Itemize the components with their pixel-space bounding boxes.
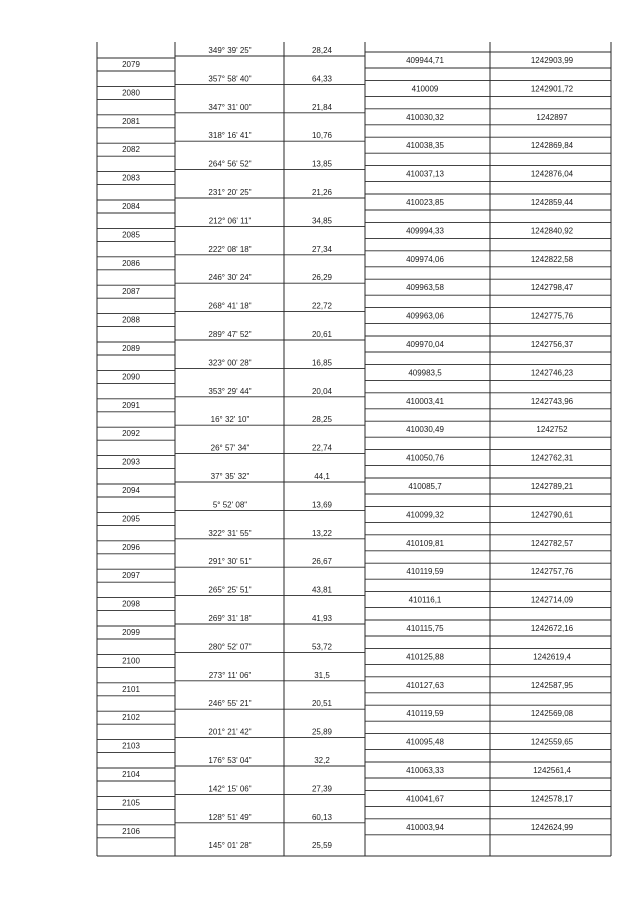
table-row (122, 557, 574, 580)
coordinate-x: 409963,06 (406, 311, 444, 321)
segment-distance: 26,29 (311, 273, 333, 283)
segment-distance: 22,72 (311, 301, 333, 311)
table-row (122, 529, 574, 552)
segment-distance: 44,1 (314, 472, 330, 481)
point-number: 2099 (122, 628, 140, 637)
table-row (122, 358, 574, 381)
coordinate-y: 1242624,99 (530, 822, 574, 832)
segment-distance: 25,59 (311, 841, 333, 851)
coordinate-x: 410003,94 (406, 822, 444, 832)
segment-bearing: 280° 52' 07" (208, 642, 252, 652)
coordinate-y: 1242756,37 (530, 340, 574, 349)
coordinate-x: 410037,13 (406, 169, 444, 179)
table-row (122, 302, 574, 325)
table-row (122, 387, 574, 410)
coordinate-y: 1242790,61 (530, 510, 574, 520)
coordinate-y: 1242587,95 (530, 680, 574, 690)
segment-distance: 22,74 (311, 443, 333, 453)
point-number: 2084 (122, 202, 140, 211)
segment-bearing: 231° 20' 25" (208, 188, 252, 197)
coordinate-y: 1242903,99 (530, 56, 574, 65)
segment-bearing: 5° 52' 08" (212, 500, 248, 510)
coordinate-y: 1242775,76 (530, 311, 574, 321)
table-row (122, 188, 574, 211)
segment-bearing: 37° 35' 32" (210, 472, 250, 481)
coordinate-y: 1242714,09 (530, 595, 574, 605)
table-row (122, 614, 574, 637)
coordinate-x: 409983,5 (408, 368, 442, 378)
segment-bearing: 246° 30' 24" (208, 273, 252, 283)
segment-bearing: 353° 29' 44" (208, 386, 252, 396)
segment-distance: 27,39 (311, 784, 333, 794)
table-row (122, 472, 574, 495)
segment-distance: 28,24 (311, 46, 333, 55)
coordinate-y: 1242743,96 (530, 396, 574, 406)
point-number: 2095 (122, 514, 140, 524)
point-number: 2104 (122, 770, 140, 779)
segment-bearing: 289° 47' 52" (208, 330, 252, 339)
table-row (122, 415, 568, 438)
segment-bearing: 323° 00' 28" (208, 358, 252, 368)
table-row (208, 841, 332, 850)
point-number: 2102 (122, 713, 140, 723)
point-number: 2083 (122, 173, 140, 183)
segment-bearing: 145° 01' 28" (208, 841, 252, 851)
coordinate-y: 1242672,16 (530, 624, 574, 633)
segment-distance: 10,76 (311, 131, 333, 141)
segment-distance: 21,84 (311, 102, 333, 112)
segment-distance: 28,25 (311, 415, 333, 425)
coordinate-y: 1242897 (536, 112, 568, 122)
segment-bearing: 322° 31' 55" (208, 528, 252, 538)
coordinate-x: 410099,32 (406, 510, 444, 520)
coordinate-y: 1242757,76 (530, 567, 574, 577)
coordinate-y: 1242869,84 (530, 141, 574, 151)
table-row (122, 699, 574, 722)
point-number: 2091 (122, 400, 140, 410)
coordinate-y: 1242752 (536, 425, 568, 435)
coordinate-x: 410116,1 (408, 595, 442, 605)
table-row (122, 813, 574, 836)
table-row (122, 586, 574, 609)
coordinate-x: 410127,63 (406, 680, 444, 690)
segment-distance: 20,04 (311, 386, 333, 396)
segment-bearing: 273° 11' 06" (208, 670, 252, 680)
segment-bearing: 26° 57' 34" (210, 443, 250, 453)
segment-distance: 26,67 (311, 557, 333, 567)
segment-bearing: 176° 53' 04" (208, 756, 252, 765)
point-number: 2079 (122, 60, 140, 69)
point-number: 2092 (122, 429, 140, 439)
coordinate-y: 1242840,92 (530, 226, 574, 236)
segment-distance: 31,5 (314, 670, 330, 680)
coordinate-x: 410003,41 (406, 396, 444, 406)
segment-bearing: 222° 08' 18" (208, 244, 252, 254)
point-number: 2105 (122, 798, 140, 808)
point-number: 2094 (122, 486, 140, 495)
segment-distance: 34,85 (311, 216, 333, 226)
segment-distance: 53,72 (311, 642, 333, 652)
coordinate-x: 410125,88 (406, 652, 444, 662)
coordinate-x: 410119,59 (406, 709, 444, 719)
table-row (122, 330, 574, 353)
segment-bearing: 16° 32' 10" (210, 415, 250, 425)
segment-bearing: 142° 15' 06" (208, 784, 252, 794)
coordinate-x: 409963,58 (406, 283, 444, 293)
coordinate-x: 410030,49 (406, 425, 444, 435)
coordinate-y: 1242561,4 (533, 766, 571, 775)
segment-bearing: 264° 56' 52" (208, 159, 252, 169)
table-row (122, 728, 574, 751)
coordinate-x: 410030,32 (406, 112, 444, 122)
table-row (122, 245, 574, 268)
segment-bearing: 246° 55' 21" (208, 699, 252, 709)
point-number: 2090 (122, 372, 140, 382)
table-row (122, 46, 574, 69)
segment-distance: 13,22 (311, 528, 333, 538)
coordinate-x: 410009 (411, 84, 439, 94)
table-row (122, 273, 574, 296)
point-number: 2103 (122, 741, 140, 751)
segment-distance: 64,33 (311, 74, 333, 84)
coordinate-x: 410041,67 (406, 794, 444, 804)
coordinate-x: 410050,76 (406, 453, 444, 463)
coordinate-x: 410109,81 (406, 538, 444, 548)
table-row (122, 642, 571, 665)
segment-bearing: 347° 31' 00" (208, 102, 252, 112)
segment-bearing: 128° 51' 49" (208, 812, 252, 822)
table-row (122, 131, 574, 154)
segment-distance: 25,89 (311, 727, 333, 737)
point-number: 2093 (122, 457, 140, 467)
point-number: 2088 (122, 315, 140, 325)
table-row (122, 216, 574, 239)
segment-distance: 41,93 (311, 614, 333, 623)
segment-bearing: 291° 30' 51" (208, 557, 252, 567)
point-number: 2100 (122, 656, 140, 666)
coordinate-y: 1242569,08 (530, 709, 574, 719)
segment-bearing: 349° 39' 25" (208, 46, 252, 55)
segment-bearing: 269° 31' 18" (208, 614, 252, 623)
segment-bearing: 201° 21' 42" (208, 727, 252, 737)
table-row (122, 74, 574, 97)
table-row (122, 500, 574, 523)
coordinate-y: 1242901,72 (530, 84, 574, 94)
segment-distance: 32,2 (314, 756, 330, 765)
segment-distance: 60,13 (311, 812, 333, 822)
coordinate-y: 1242782,57 (530, 538, 574, 548)
coordinate-y: 1242789,21 (530, 482, 574, 491)
coordinate-y: 1242859,44 (530, 198, 574, 207)
point-number: 2089 (122, 344, 140, 353)
coordinate-y: 1242559,65 (530, 737, 574, 747)
coordinate-y: 1242578,17 (530, 794, 574, 804)
coordinate-x: 410023,85 (406, 198, 444, 207)
segment-bearing: 212° 06' 11" (208, 216, 252, 226)
point-number: 2097 (122, 571, 140, 581)
segment-distance: 20,61 (311, 330, 333, 339)
table-row (122, 756, 571, 779)
point-number: 2086 (122, 258, 140, 268)
table-row (122, 444, 574, 467)
segment-bearing: 268° 41' 18" (208, 301, 252, 311)
segment-bearing: 357° 58' 40" (208, 74, 252, 84)
table-row (122, 671, 574, 694)
segment-bearing: 318° 16' 41" (208, 131, 252, 141)
coordinate-y: 1242822,58 (530, 254, 574, 264)
segment-distance: 16,85 (311, 358, 333, 368)
coordinate-x: 410119,59 (406, 567, 444, 577)
segment-distance: 13,69 (311, 500, 333, 510)
table-row (122, 103, 568, 126)
point-number: 2087 (122, 287, 140, 297)
coordinate-y: 1242619,4 (533, 652, 571, 662)
point-number: 2081 (122, 116, 140, 126)
coordinate-x: 410085,7 (408, 482, 442, 491)
coordinate-x: 409970,04 (406, 340, 444, 349)
segment-distance: 21,26 (311, 188, 333, 197)
point-number: 2106 (122, 826, 140, 836)
table-row (122, 784, 574, 807)
segment-distance: 27,34 (311, 244, 333, 254)
coordinate-x: 410115,75 (406, 624, 444, 633)
point-number: 2085 (122, 230, 140, 240)
segment-bearing: 265° 25' 51" (208, 585, 252, 595)
coordinate-x: 409944,71 (406, 56, 444, 65)
coordinate-y: 1242746,23 (530, 368, 574, 378)
coordinate-x: 410038,35 (406, 141, 444, 151)
point-number: 2082 (122, 145, 140, 155)
segment-distance: 13,85 (311, 159, 333, 169)
coordinate-x: 409974,06 (406, 254, 444, 264)
table-row (122, 160, 574, 183)
coordinate-y: 1242762,31 (530, 453, 574, 463)
segment-distance: 43,81 (311, 585, 333, 595)
point-number: 2098 (122, 599, 140, 609)
coordinate-y: 1242798,47 (530, 283, 574, 293)
table-rows (122, 46, 574, 850)
coordinate-y: 1242876,04 (530, 169, 574, 179)
point-number: 2101 (122, 684, 140, 694)
coordinate-x: 410095,48 (406, 737, 444, 747)
coordinate-x: 409994,33 (406, 226, 444, 236)
segment-distance: 20,51 (311, 699, 333, 709)
point-number: 2080 (122, 88, 140, 98)
coordinate-x: 410063,33 (406, 766, 444, 775)
point-number: 2096 (122, 542, 140, 552)
